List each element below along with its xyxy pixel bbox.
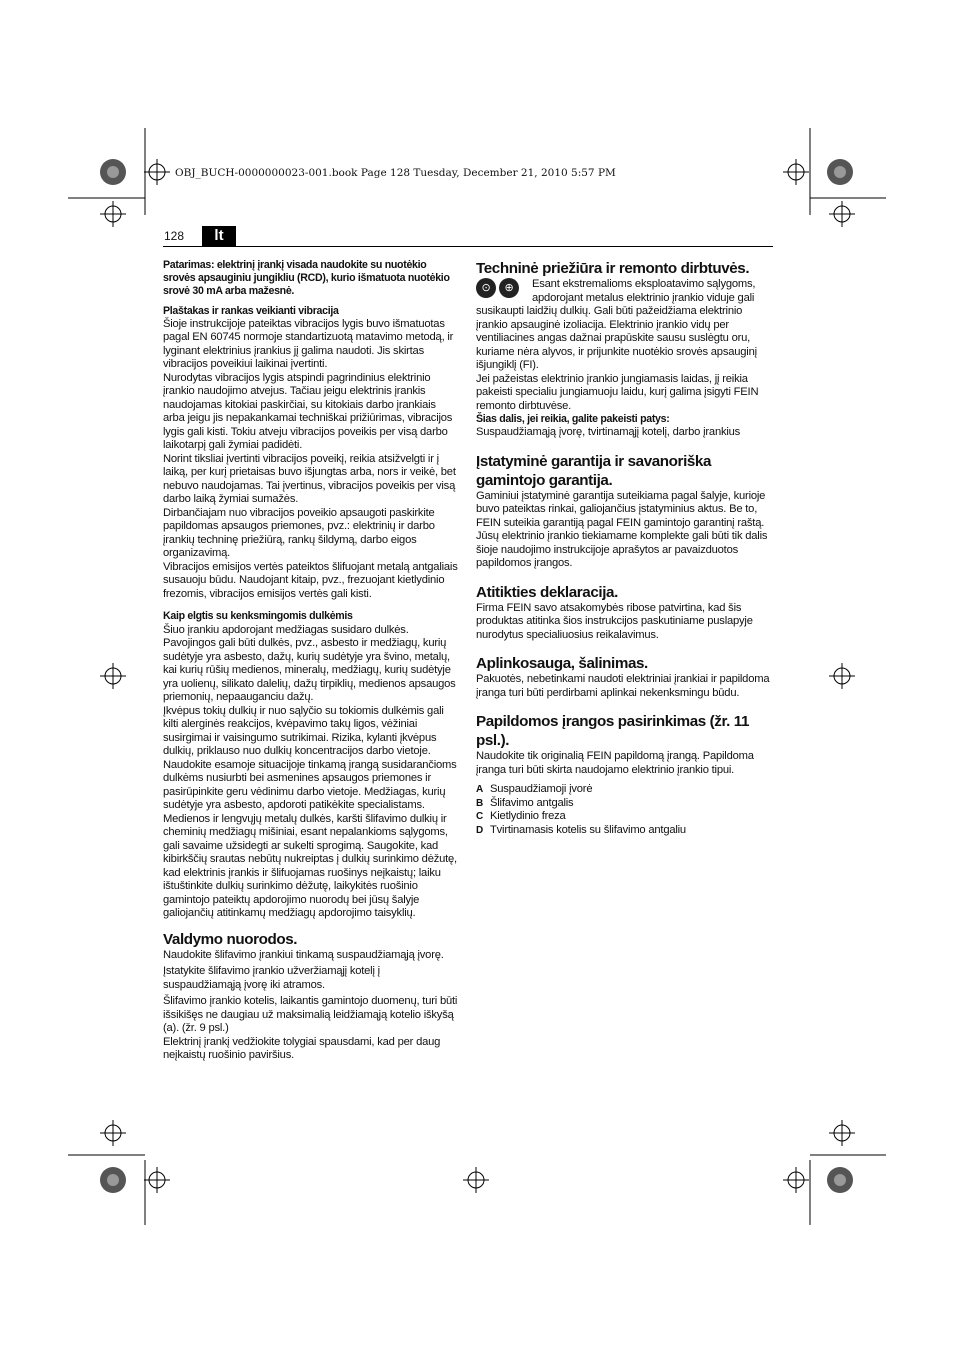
accessory-item: [476, 783, 772, 797]
accessory-item: [476, 810, 772, 824]
warranty-heading: Įstatyminė garantija ir savanoriška gamintojo garantija.: [476, 452, 712, 489]
vibration-paragraph: Nurodytas vibracijos lygis atspindi pagrindinius elektrinio įrankio naudojimo atvejus. Tačiau jeigu elektrinis įrankis naudojamas kitokiai paskirčiai, su kitokiais darbo įrankiais arba jeigu jis nepakankamai techniškai prižiūrimas, vibracijos lygis gali kisti. Tokiu atveju vibracijos poveikis per visą darbo laikotarpį gali žymiai padidėti.: [163, 371, 453, 452]
conformity-paragraph: Firma FEIN savo atsakomybės ribose patvirtina, kad šis produktas atitinka šios instrukcijos paskutiniame puslapyje nurodytus specialiuosius reikalavimus.: [476, 601, 753, 641]
vibration-paragraph: Vibracijos emisijos vertės pateiktos šlifuojant metalą antgaliais susauoju būdu. Naudojant kitaip, pvz., frezuojant kietlydinio frezomis, vibracijos emisijos vertės gali kisti.: [163, 560, 458, 600]
operation-paragraph: Įstatykite šlifavimo įrankio užveržiamąjį kotelį į suspaudžiamąją įvorę iki atramos.: [163, 965, 380, 991]
operation-paragraph: Elektrinį įrankį vedžiokite tolygiai spausdami, kad per daug neįkaistų ruošinio paviršius.: [163, 1035, 441, 1062]
right-column: [476, 259, 772, 837]
operation-heading: Valdymo nuorodos.: [163, 930, 298, 948]
warranty-paragraph: Gaminiui įstatyminė garantija suteikiama pagal šalyje, kurioje buvo pateiktas rinkai, galiojančius įstatyminius aktus. Be to, FEIN suteikia garantiją pagal FEIN gamintojo garantinį raštą.: [476, 489, 766, 529]
accessory-item: [476, 824, 772, 838]
operation-paragraph: Naudokite šlifavimo įrankiui tinkamą suspaudžiamąją įvorę.: [163, 948, 444, 961]
accessory-key: D: [476, 824, 484, 836]
page-number: 128: [164, 229, 185, 243]
tip-text: Patarimas: elektrinį įrankį visada naudokite su nuotėkio srovės apsauginiu jungikliu (RCD), kurio išmatuota nuotėkio srovė 30 mA arba mažesnė.: [163, 259, 450, 298]
service-paragraph: Esant ekstremalioms eksploatavimo sąlygoms, apdorojant metalus elektrinio įrankio viduje gali susikaupti laidžių dulkių. Gali būti pažeidžiama elektrinio įrankio apsauginė izoliacija. Elektrinio įrankio vidų per ventiliacines angas dažnai prapūskite sausu suslėgtu oru, kuriame nėra alyvos, ir prijunkite nuotėkio srovės apsauginį išjungiklį (FI).: [476, 278, 757, 371]
service-heading: Techninė priežiūra ir remonto dirbtuvės.: [476, 260, 750, 277]
service-paragraph: Suspaudžiamąją įvorę, tvirtinamąjį kotelį, darbo įrankius: [476, 426, 741, 439]
service-paragraph: Jei pažeistas elektrinio įrankio jungiamasis laidas, jį reikia pakeisti specialiu jungiamuoju laidu, kurį galima įsigyti FEIN remonto dirbtuvėse.: [476, 372, 759, 412]
file-slug: OBJ_BUCH-0000000023-001.book Page 128 Tuesday, December 21, 2010 5:57 PM: [175, 167, 616, 179]
accessory-key: B: [476, 797, 484, 809]
conformity-heading: Atitikties deklaracija.: [476, 583, 618, 601]
accessory-text: Tvirtinamasis kotelis su šlifavimo antgaliu: [490, 823, 686, 836]
vibration-paragraph: Šioje instrukcijoje pateiktas vibracijos lygis buvo išmatuotas pagal EN 60745 normoje standartizuotą matavimo metodą, ir lyginant elektrinius įrankius jį galima naudoti. Jis skirtas vibracijos poveikiui laikinai įvertinti.: [163, 317, 454, 371]
accessory-text: Kietlydinio freza: [490, 810, 566, 823]
operation-paragraph: Šlifavimo įrankio kotelis, laikantis gamintojo duomenų, turi būti išsikišęs ne daugiau už maksimalią leidžiamąją kotelio iškyšą (a). (žr. 9 psl.): [163, 995, 458, 1035]
language-badge: lt: [202, 226, 236, 246]
accessory-key: A: [476, 784, 484, 796]
dust-paragraph: Šiuo įrankiu apdorojant medžiagas susidaro dulkės.: [163, 623, 409, 636]
dust-paragraph: Pavojingos gali būti dulkės, pvz., asbesto ir medžiagų, kurių sudėtyje yra asbesto, dažų, kurių sudėtyje yra švino, metalų, kai kurių rūšių medienos, mineralų, medžiagų, kurių sudėtyje yra uolienų, silikato dalelių, dažų tirpiklių, medienos apsaugos priemonių, nepaauganciu dažų.: [163, 637, 456, 704]
accessory-text: Šlifavimo antgalis: [490, 796, 574, 809]
goggles-icon: ⊙: [476, 278, 496, 298]
accessories-heading: Papildomos įrangos pasirinkimas (žr. 11 psl.).: [476, 713, 750, 750]
accessories-paragraph: Naudokite tik originalią FEIN papildomą įrangą. Papildoma įranga turi būti skirta naudojamo elektrinio įrankio tipui.: [476, 750, 754, 776]
dust-heading: Kaip elgtis su kenksmingomis dulkėmis: [163, 610, 353, 623]
accessory-text: Suspaudžiamoji įvorė: [490, 783, 593, 796]
dust-paragraph: Medienos ir lengvųjų metalų dulkės, karšti šlifavimo dulkių ir cheminių medžiagų mišiniai, esant nepalankioms sąlygoms, gali savaime užsidegti ar sukelti sprogimą. Saugokite, kad kibirkščių srautas nebūtų nukreiptas į dulkių surinkimo dėžutę, kad elektrinis įrankis ir šlifuojamas ruošinys neįkaistų; laiku ištuštinkite dulkių surinkimo dėžutę, laikykitės ruošinio gamintojo pateiktų apdorojimo nuorodų bei jūsų šalyje galiojančių atitinkamų medžiagų apdorojimo taisyklių.: [163, 812, 457, 920]
environment-paragraph: Pakuotės, nebetinkami naudoti elektriniai įrankiai ir papildoma įranga turi būti perdirbami aplinkai nekenksmingu būdu.: [476, 673, 770, 699]
vibration-heading: Plaštakas ir rankas veikianti vibracija: [163, 304, 339, 317]
warranty-paragraph: Jūsų elektrinio įrankio tiekiamame komplekte gali būti tik dalis šioje naudojimo instrukcijoje aprašytos ar pavaizduotos papildomos įrangos.: [476, 530, 768, 570]
warning-icons: [476, 278, 526, 302]
vibration-paragraph: Dirbančiajam nuo vibracijos poveikio apsaugoti paskirkite papildomas apsaugos priemones, pvz.: elektrinių ir darbo įrankių techninę priežiūrą, rankų šildymą, darbo eigos organizavimą.: [163, 506, 435, 560]
left-column: [163, 259, 459, 1063]
header-rule: [163, 246, 773, 247]
dust-paragraph: Įkvėpus tokių dulkių ir nuo sąlyčio su tokiomis dulkėmis gali kilti alerginės reakcijos, kvėpavimo takų ligos, vėžiniai susirgimai ir vaisingumo sutrikimai. Rizika, kylanti įkvėpus dulkių, priklauso nuo dulkių koncentracijos darbo vietoje. Naudokite esamoje situacijoje tinkamą įrangą susidarančioms dulkėms nusiurbti bei asmenines apsaugos priemones ir pasirūpinkite geru vėdinimu darbo vietoje. Medžiagas, kurių sudėtyje yra asbesto, apdoroti patikėkite specialistams.: [163, 704, 457, 812]
accessory-key: C: [476, 811, 484, 823]
vibration-paragraph: Norint tiksliai įvertinti vibracijos poveikį, reikia atsižvelgti ir į laiką, per kurį prietaisas buvo išjungtas arba, nors ir veikė, bet nebuvo naudojamas. Tai įvertinus, vibracijos poveikis per visą darbo laiką žymiai sumažės.: [163, 452, 456, 506]
environment-heading: Aplinkosauga, šalinimas.: [476, 655, 648, 673]
service-subheading: Šias dalis, jei reikia, galite pakeisti patys:: [476, 413, 670, 425]
protective-gear-icon: ⊕: [499, 278, 519, 298]
accessory-item: [476, 797, 772, 811]
